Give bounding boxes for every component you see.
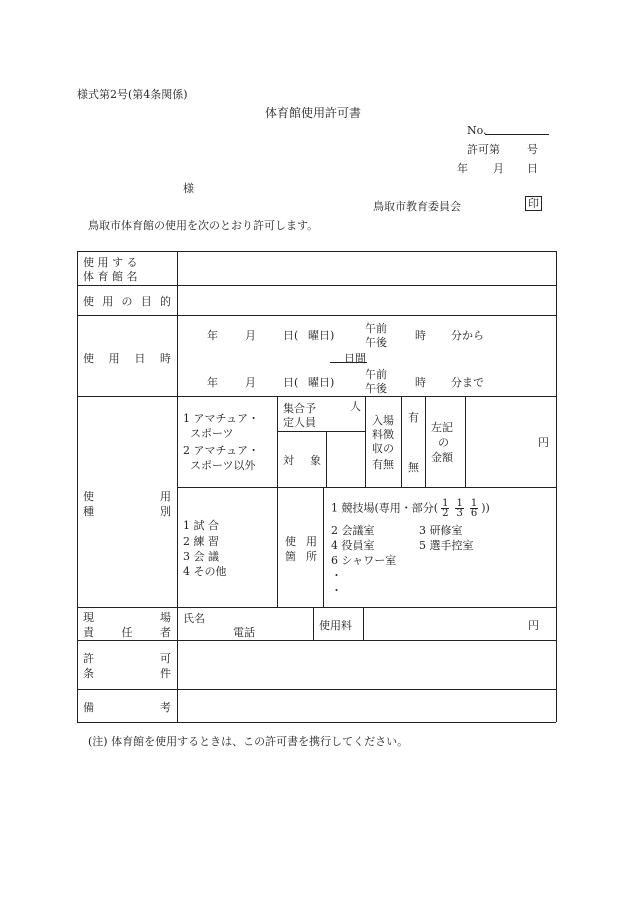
expected-people-label-line2: 定人員 xyxy=(283,416,316,429)
amount-label-1: 左記 xyxy=(431,421,453,434)
amount-label-2: の xyxy=(438,436,449,449)
intro-text: 鳥取市体育館の使用を次のとおり許可します。 xyxy=(88,219,319,232)
permit-number-label: 許可第 xyxy=(467,143,500,156)
table-rule xyxy=(425,396,426,487)
table-rule xyxy=(77,607,556,608)
category-other-cont: スポーツ以外 xyxy=(190,459,256,472)
start-am: 午前 xyxy=(365,322,387,335)
location-dot: ・ xyxy=(331,584,342,597)
event-meeting: 3 会 議 xyxy=(183,550,219,563)
event-match: 1 試 合 xyxy=(183,519,219,532)
location-players-room: 5 選手控室 xyxy=(419,539,474,552)
expected-people-unit: 人 xyxy=(350,400,361,413)
end-hour: 時 xyxy=(415,376,426,389)
footnote: (注) 体育館を使用するときは、この許可書を携行してください。 xyxy=(88,735,409,748)
manager-name-label: 氏名 xyxy=(183,612,205,625)
table-rule xyxy=(365,396,366,487)
fee-no: 無 xyxy=(408,461,419,474)
manager-phone-label: 電話 xyxy=(233,626,255,639)
location-meeting-room: 2 会議室 xyxy=(331,524,375,537)
end-year: 年 xyxy=(207,376,218,389)
form-code: 様式第2号(第4条関係) xyxy=(77,88,188,101)
end-weekday: 曜日) xyxy=(308,376,335,389)
start-hour: 時 xyxy=(415,329,426,342)
location-arena: 1 競技場(専用・部分( $\frac{1}{2}$ $\frac{1}{3}$ $\frac{1}{6}$ )) xyxy=(331,498,490,519)
days-count-underline xyxy=(330,362,367,363)
conditions-label-line2: 条 件 xyxy=(83,667,171,680)
category-amateur-sports: 1 アマチュア・ xyxy=(183,412,260,425)
amount-yen: 円 xyxy=(538,436,549,449)
entry-fee-label-2: 料徴 xyxy=(372,428,394,441)
start-month: 月 xyxy=(245,329,256,342)
manager-label-line1: 現 場 xyxy=(83,611,171,624)
entry-fee-label-1: 入場 xyxy=(372,414,394,427)
table-rule xyxy=(77,251,556,252)
fraction-sixth: $\frac{1}{6}$ xyxy=(470,498,478,519)
start-day: 日( xyxy=(283,329,299,342)
start-pm: 午後 xyxy=(365,336,387,349)
end-minute-to: 分まで xyxy=(451,376,484,389)
end-month: 月 xyxy=(245,376,256,389)
entry-fee-label-3: 収の xyxy=(372,442,394,455)
number-underline xyxy=(485,134,549,135)
start-year: 年 xyxy=(207,329,218,342)
table-rule xyxy=(326,431,327,487)
table-rule xyxy=(323,487,324,607)
fraction-third: $\frac{1}{3}$ xyxy=(456,498,463,519)
location-shower-room: 6 シャワー室 xyxy=(331,554,397,567)
date-day: 日 xyxy=(527,162,538,175)
location-officers-room: 4 役員室 xyxy=(331,539,375,552)
location-label-line1: 使 用 xyxy=(285,535,317,548)
fraction-half: $\frac{1}{2}$ xyxy=(442,498,449,519)
date-month: 月 xyxy=(493,162,504,175)
table-rule xyxy=(77,640,556,641)
table-rule xyxy=(77,689,556,690)
usage-type-label-line2: 種 別 xyxy=(83,505,171,518)
table-rule xyxy=(313,607,314,640)
table-rule xyxy=(177,487,556,488)
remarks-label: 備 考 xyxy=(83,701,171,714)
category-other: 2 アマチュア・ xyxy=(183,444,260,457)
usage-date-label: 使 用 日 時 xyxy=(83,352,171,365)
expected-people-label-line1: 集合予 xyxy=(283,402,316,415)
table-rule xyxy=(401,396,402,487)
entry-fee-label-4: 有無 xyxy=(372,458,394,471)
start-minute-from: 分から xyxy=(451,329,484,342)
end-day: 日( xyxy=(283,376,299,389)
table-rule xyxy=(277,431,365,432)
seal-stamp: 印 xyxy=(525,196,542,211)
end-am: 午前 xyxy=(365,368,387,381)
location-training-room: 3 研修室 xyxy=(419,524,463,537)
date-year: 年 xyxy=(457,162,468,175)
gym-name-label-line2: 体 育 館 名 xyxy=(83,270,138,283)
gym-name-label-line1: 使 用 す る xyxy=(83,256,138,269)
number-label: No. xyxy=(467,124,487,137)
addressee-suffix: 様 xyxy=(183,182,194,195)
target-label: 対 象 xyxy=(283,454,321,467)
category-amateur-sports-cont: スポーツ xyxy=(190,427,234,440)
issuer-name: 鳥取市教育委員会 xyxy=(373,200,461,213)
table-rule xyxy=(77,722,556,723)
permit-number-suffix: 号 xyxy=(527,143,538,156)
table-rule xyxy=(277,396,278,607)
table-rule xyxy=(465,396,466,487)
usage-fee-label: 使用料 xyxy=(319,619,352,632)
manager-label-line2: 責 任 者 xyxy=(83,626,171,639)
location-label-line2: 箇 所 xyxy=(285,550,317,563)
table-rule xyxy=(77,285,556,286)
table-rule xyxy=(177,251,178,722)
table-rule xyxy=(77,315,556,316)
table-rule xyxy=(77,251,78,722)
amount-label-3: 金額 xyxy=(431,451,453,464)
end-pm: 午後 xyxy=(365,382,387,395)
document-title: 体育館使用許可書 xyxy=(265,106,362,120)
fee-yes: 有 xyxy=(408,411,419,424)
event-practice: 2 練 習 xyxy=(183,535,219,548)
usage-fee-yen: 円 xyxy=(528,619,539,632)
days-count-label: 日間 xyxy=(344,352,366,365)
purpose-label: 使 用 の 目 的 xyxy=(83,295,171,308)
start-weekday: 曜日) xyxy=(308,329,335,342)
event-other: 4 その他 xyxy=(183,565,227,578)
table-rule xyxy=(363,607,364,640)
table-rule xyxy=(556,251,557,722)
location-dot: ・ xyxy=(331,569,342,582)
table-rule xyxy=(77,396,556,397)
usage-type-label-line1: 使 用 xyxy=(83,490,171,503)
conditions-label-line1: 許 可 xyxy=(83,652,171,665)
